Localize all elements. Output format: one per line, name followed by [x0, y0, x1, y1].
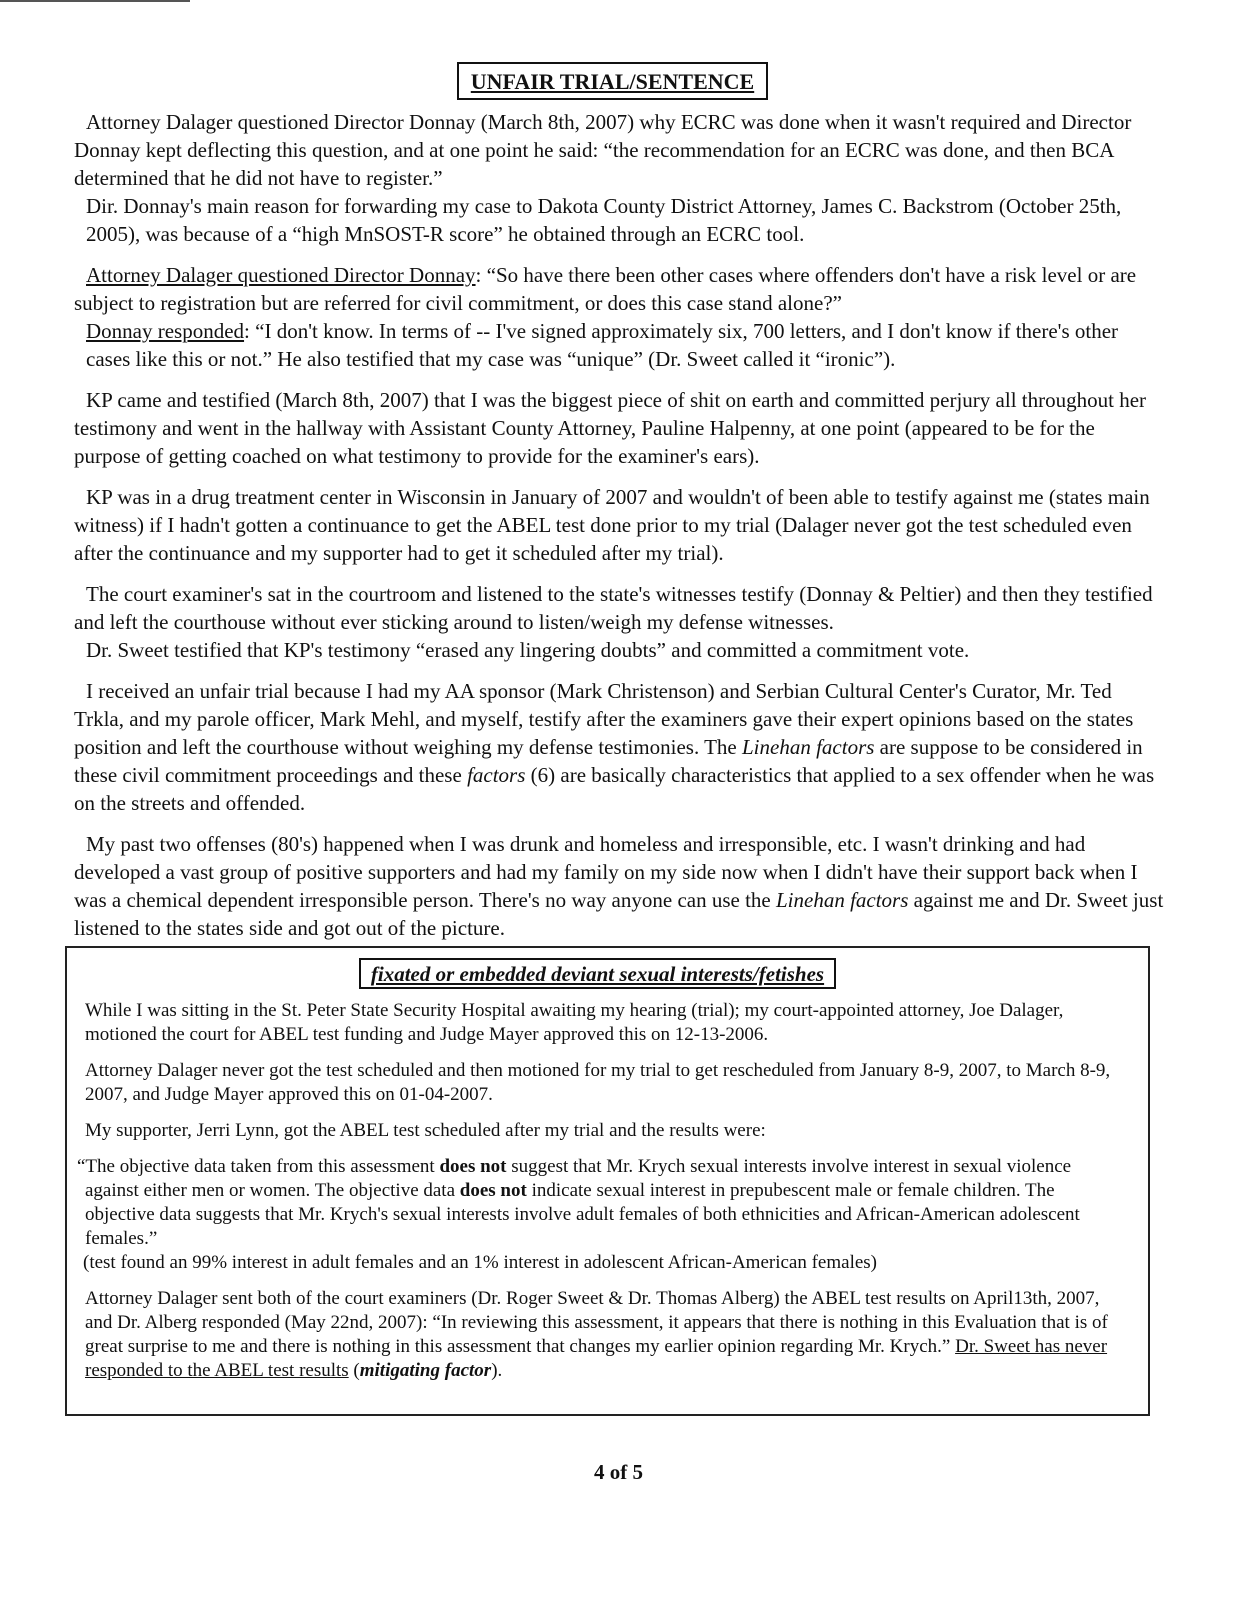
page-title: UNFAIR TRIAL/SENTENCE: [457, 62, 768, 100]
scan-edge-rule: [0, 0, 190, 2]
box-paragraph-results-intro: My supporter, Jerri Lynn, got the ABEL test scheduled after my trial and the results were:: [85, 1120, 766, 1141]
box-body: [67, 989, 1148, 1383]
page-number: 4 of 5: [594, 1460, 643, 1484]
quote-text-b: suggest that Mr. Krych sexual interests involve interest in sexual violence against either men or women. The objective data: [85, 1156, 1072, 1201]
quote-text-c: indicate sexual interest in prepubescent male or female children. The objective data suggests that Mr. Krych's sexual interests involve adult females of both ethnicities and African-American adolescent females.”: [85, 1180, 1080, 1249]
paragraph-court-examiners: The court examiner's sat in the courtroom and listened to the state's witnesses testify (Donnay & Peltier) and then they testified and left the courthouse without ever sticking around to listen/weigh my defense witnesses.: [74, 582, 1153, 634]
box-paragraph-funding: While I was sitting in the St. Peter State Security Hospital awaiting my hearing (trial); my court-appointed attorney, Joe Dalager, motioned the court for ABEL test funding and Judge Mayer approved this on 12-13-2006.: [85, 1000, 1064, 1045]
speaker-label-donnay: Donnay responded: [86, 319, 245, 343]
abel-results-quote: [77, 1155, 1124, 1275]
paragraph-dalager-question: [74, 261, 1164, 317]
paragraph-past-offenses: [74, 830, 1164, 942]
donnay-response-text: : “I don't know. In terms of -- I've signed approximately six, 700 letters, and I don't know if there's other cases like this or not.” He also testified that my case was “unique” (Dr. Sweet called it “ironic”).: [86, 319, 1119, 371]
past-offenses-text-b: against me and Dr. Sweet just listened to the states side and got out of the picture.: [74, 888, 1164, 940]
past-offenses-text-a: My past two offenses (80's) happened when I was drunk and homeless and irresponsible, etc. I wasn't drinking and had developed a vast group of positive supporters and had my family on my side now when I didn't have their support back when I was a chemical dependent irresponsible person. There's no way anyone can use the: [74, 832, 1138, 912]
paragraph-ecrc-question: Attorney Dalager questioned Director Donnay (March 8th, 2007) why ECRC was done when it wasn't required and Director Donnay kept deflecting this question, and at one point he said: “the recommendation for an ECRC was done, and then BCA determined that he did not have to register.”: [74, 110, 1132, 190]
dalager-question-text: : “So have there been other cases where offenders don't have a risk level or are subject to registration but are referred for civil commitment, or does this case stand alone?”: [74, 263, 1137, 315]
quote-emphasis-1: does not: [439, 1156, 507, 1177]
sweet-no-response: Dr. Sweet has never responded to the ABEL test results: [85, 1336, 1108, 1381]
linehan-factors-term-2: Linehan factors: [775, 888, 909, 912]
mitigating-factor-term: mitigating factor: [359, 1360, 492, 1381]
linehan-factors-term: Linehan factors: [742, 735, 875, 759]
quote-emphasis-2: does not: [459, 1180, 527, 1201]
main-text: [74, 108, 1164, 955]
unfair-trial-text-c: (6) are basically characteristics that applied to a sex offender when he was on the streets and offended.: [74, 763, 1155, 815]
quote-text-a: “The objective data taken from this assessment: [77, 1156, 440, 1177]
speaker-label-dalager: Attorney Dalager questioned Director Donnay: [86, 263, 476, 287]
paragraph-donnay-response: [74, 317, 1164, 373]
box-title: fixated or embedded deviant sexual interests/fetishes: [359, 958, 836, 989]
factors-term: factors: [467, 763, 526, 787]
title-container: [0, 62, 1237, 100]
unfair-trial-text-b: are suppose to be considered in these civil commitment proceedings and these: [74, 735, 1143, 787]
abel-test-box: [65, 946, 1150, 1416]
quote-text: [77, 1155, 1124, 1251]
paren-close: ).: [491, 1360, 503, 1381]
paragraph-donnay-reason: Dir. Donnay's main reason for forwarding my case to Dakota County District Attorney, James C. Backstrom (October 25th, 2005), was because of a “high MnSOST-R score” he obtained through an ECRC tool.: [86, 194, 1122, 246]
unfair-trial-text-a: I received an unfair trial because I had my AA sponsor (Mark Christenson) and Serbian Cultural Center's Curator, Mr. Ted Trkla, and my parole officer, Mark Mehl, and myself, testify after the examiners gave their expert opinions based on the states position and left the courthouse without weighing my defense testimonies. The: [74, 679, 1134, 759]
paragraph-unfair-trial: [74, 677, 1164, 817]
paren-open: (: [348, 1360, 360, 1381]
paragraph-kp-treatment: KP was in a drug treatment center in Wisconsin in January of 2007 and wouldn't of been able to testify against me (states main witness) if I hadn't gotten a continuance to get the ABEL test done prior to my trial (Dalager never got the test scheduled even after the continuance and my supporter had to get it scheduled after my trial).: [74, 485, 1150, 565]
quote-note: (test found an 99% interest in adult females and an 1% interest in adolescent African-American females): [83, 1252, 878, 1273]
box-paragraph-examiners: [85, 1287, 1124, 1383]
box-paragraph-reschedule: Attorney Dalager never got the test scheduled and then motioned for my trial to get rescheduled from January 8-9, 2007, to March 8-9, 2007, and Judge Mayer approved this on 01-04-2007.: [85, 1060, 1111, 1105]
paragraph-kp-testimony: KP came and testified (March 8th, 2007) that I was the biggest piece of shit on earth and committed perjury all throughout her testimony and went in the hallway with Assistant County Attorney, Pauline Halpenny, at one point (appeared to be for the purpose of getting coached on what testimony to provide for the examiner's ears).: [74, 388, 1147, 468]
box-title-container: [67, 958, 1148, 989]
paragraph-sweet-testimony: Dr. Sweet testified that KP's testimony “erased any lingering doubts” and committed a commitment vote.: [86, 638, 970, 662]
examiners-text: Attorney Dalager sent both of the court examiners (Dr. Roger Sweet & Dr. Thomas Alberg) the ABEL test results on April13th, 2007, and Dr. Alberg responded (May 22nd, 2007): “In reviewing this assessment, it appears that there is nothing in this Evaluation that is of great surprise to me and there is nothing in this assessment that changes my earlier opinion regarding Mr. Krych.”: [85, 1288, 1108, 1357]
